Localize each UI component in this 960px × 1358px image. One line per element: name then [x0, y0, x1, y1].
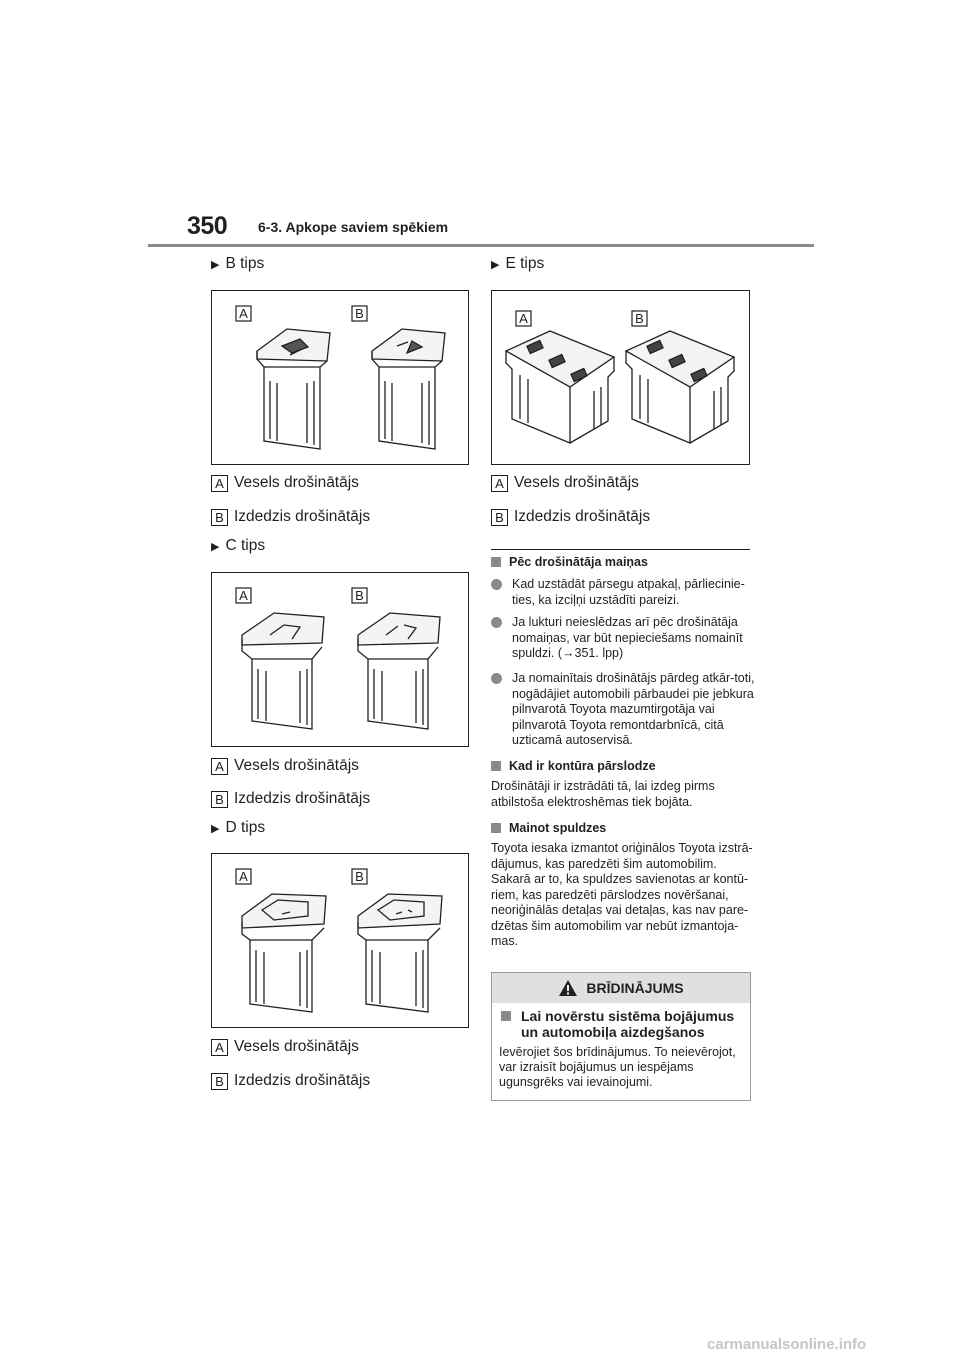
legend-letter-b: B: [491, 509, 508, 526]
type-c-heading-text: C tips: [225, 537, 266, 554]
type-d-legend-a: [211, 1038, 359, 1056]
legend-letter-a: A: [211, 1039, 228, 1056]
warning-subheading-text: Lai novērstu sistēma bojājumus un automobiļa aizdegšanos: [521, 1008, 735, 1040]
figure-label-b: B: [355, 588, 364, 603]
round-bullet-icon: [491, 617, 502, 628]
bulbs-text: Toyota iesaka izmantot oriģinālos Toyota izstrā-dājumus, kas paredzēti šim automobilim. Sakarā ar to, ka spuldzes savienotas ar kontū-riem, kas paredzēti pārslodzes novēršanai, neoriģinālās detaļas vai detaļas, kas nav pare-dzētas šim automobilim var nebūt izmantoja-mas.: [491, 841, 753, 948]
legend-letter-a: A: [211, 475, 228, 492]
type-b-heading-text: B tips: [225, 255, 265, 272]
legend-text: Izdedzis drošinātājs: [234, 790, 371, 807]
triangle-bullet-icon: ▶: [491, 258, 500, 271]
type-d-heading: [211, 819, 265, 837]
warning-triangle-icon: [558, 979, 578, 997]
type-b-fuse-figure: [211, 290, 469, 465]
type-e-legend-a: [491, 474, 639, 492]
square-bullet-icon: [491, 761, 501, 771]
legend-letter-a: A: [491, 475, 508, 492]
bullet-item: [491, 615, 756, 662]
healthy-fuse-drawing: [506, 331, 614, 443]
legend-letter-b: B: [211, 791, 228, 808]
blown-fuse-drawing: [626, 331, 734, 443]
figure-label-a: A: [239, 588, 248, 603]
legend-letter-a: A: [211, 758, 228, 775]
round-bullet-icon: [491, 579, 502, 590]
type-e-heading: [491, 255, 544, 273]
overload-heading-text: Kad ir kontūra pārslodze: [509, 759, 656, 773]
bullet-text: Kad uzstādāt pārsegu atpakaļ, pārliecinie-ties, ka izciļņi uzstādīti pareizi.: [512, 577, 745, 607]
figure-label-a: A: [519, 311, 528, 326]
bullet-text: Ja lukturi neieslēdzas arī pēc drošinātāja nomaiņas, var būt nepieciešams nomainīt spuldzi. (→351. lpp): [512, 615, 743, 660]
type-b-legend-b: [211, 508, 370, 526]
bulbs-heading: [491, 821, 606, 835]
round-bullet-icon: [491, 673, 502, 684]
bullet-item: [491, 671, 756, 749]
figure-label-b: B: [355, 306, 364, 321]
section-divider: [491, 549, 750, 550]
triangle-bullet-icon: ▶: [211, 822, 220, 835]
type-d-fuse-figure: [211, 853, 469, 1028]
type-c-legend-b: [211, 790, 370, 808]
warning-body: Ievērojiet šos brīdinājumus. To neievērojot, var izraisīt bojājumus un iespējams ugunsgrēks vai ievainojumi.: [499, 1045, 736, 1089]
figure-label-b: B: [635, 311, 644, 326]
legend-text: Vesels drošinātājs: [514, 474, 639, 491]
type-e-fuse-figure: [491, 290, 750, 465]
page-number: 350: [187, 212, 228, 240]
type-c-heading: [211, 537, 265, 555]
type-d-heading-text: D tips: [225, 819, 266, 836]
legend-text: Vesels drošinātājs: [234, 757, 359, 774]
header-rule: [148, 244, 814, 247]
legend-text: Izdedzis drošinātājs: [234, 1072, 371, 1089]
square-bullet-icon: [501, 1011, 511, 1021]
section-title: 6-3. Apkope saviem spēkiem: [258, 219, 449, 235]
after-replacement-heading: [491, 555, 648, 569]
bullet-item: [491, 577, 756, 608]
type-e-legend-b: [491, 508, 650, 526]
healthy-fuse-drawing: [242, 894, 326, 1012]
blown-fuse-drawing: [372, 329, 445, 449]
type-d-legend-b: [211, 1072, 370, 1090]
overload-heading: [491, 759, 656, 773]
healthy-fuse-drawing: [257, 329, 330, 449]
warning-title: BRĪDINĀJUMS: [586, 980, 684, 996]
warning-header: [492, 973, 750, 1003]
type-c-fuse-figure: [211, 572, 469, 747]
legend-letter-b: B: [211, 509, 228, 526]
figure-label-a: A: [239, 869, 248, 884]
legend-letter-b: B: [211, 1073, 228, 1090]
type-b-heading: [211, 255, 264, 273]
square-bullet-icon: [491, 557, 501, 567]
type-b-legend-a: [211, 474, 359, 492]
legend-text: Izdedzis drošinātājs: [514, 508, 651, 525]
bulbs-heading-text: Mainot spuldzes: [509, 821, 607, 835]
type-c-legend-a: [211, 757, 359, 775]
triangle-bullet-icon: ▶: [211, 258, 220, 271]
overload-text: Drošinātāji ir izstrādāti tā, lai izdeg pirms atbilstoša elektroshēmas tiek bojāta.: [491, 779, 715, 809]
blown-fuse-drawing: [358, 894, 442, 1012]
legend-text: Izdedzis drošinātājs: [234, 508, 371, 525]
warning-subheading: [501, 1008, 746, 1040]
blown-fuse-drawing: [358, 613, 440, 729]
legend-text: Vesels drošinātājs: [234, 474, 359, 491]
type-e-heading-text: E tips: [505, 255, 545, 272]
bullet-text: Ja nomainītais drošinātājs pārdeg atkār-toti, nogādājiet automobili pārbaudei pie jebkura pilnvarotā Toyota mazumtirgotāja vai pilnvarotā Toyota remontdarbnīcā, citā uzticamā autoservisā.: [512, 671, 755, 747]
triangle-bullet-icon: ▶: [211, 540, 220, 553]
figure-label-a: A: [239, 306, 248, 321]
watermark: carmanualsonline.info: [707, 1336, 867, 1353]
legend-text: Vesels drošinātājs: [234, 1038, 359, 1055]
after-replacement-heading-text: Pēc drošinātāja maiņas: [509, 555, 648, 569]
figure-label-b: B: [355, 869, 364, 884]
warning-box: [491, 972, 751, 1101]
square-bullet-icon: [491, 823, 501, 833]
healthy-fuse-drawing: [242, 613, 324, 729]
